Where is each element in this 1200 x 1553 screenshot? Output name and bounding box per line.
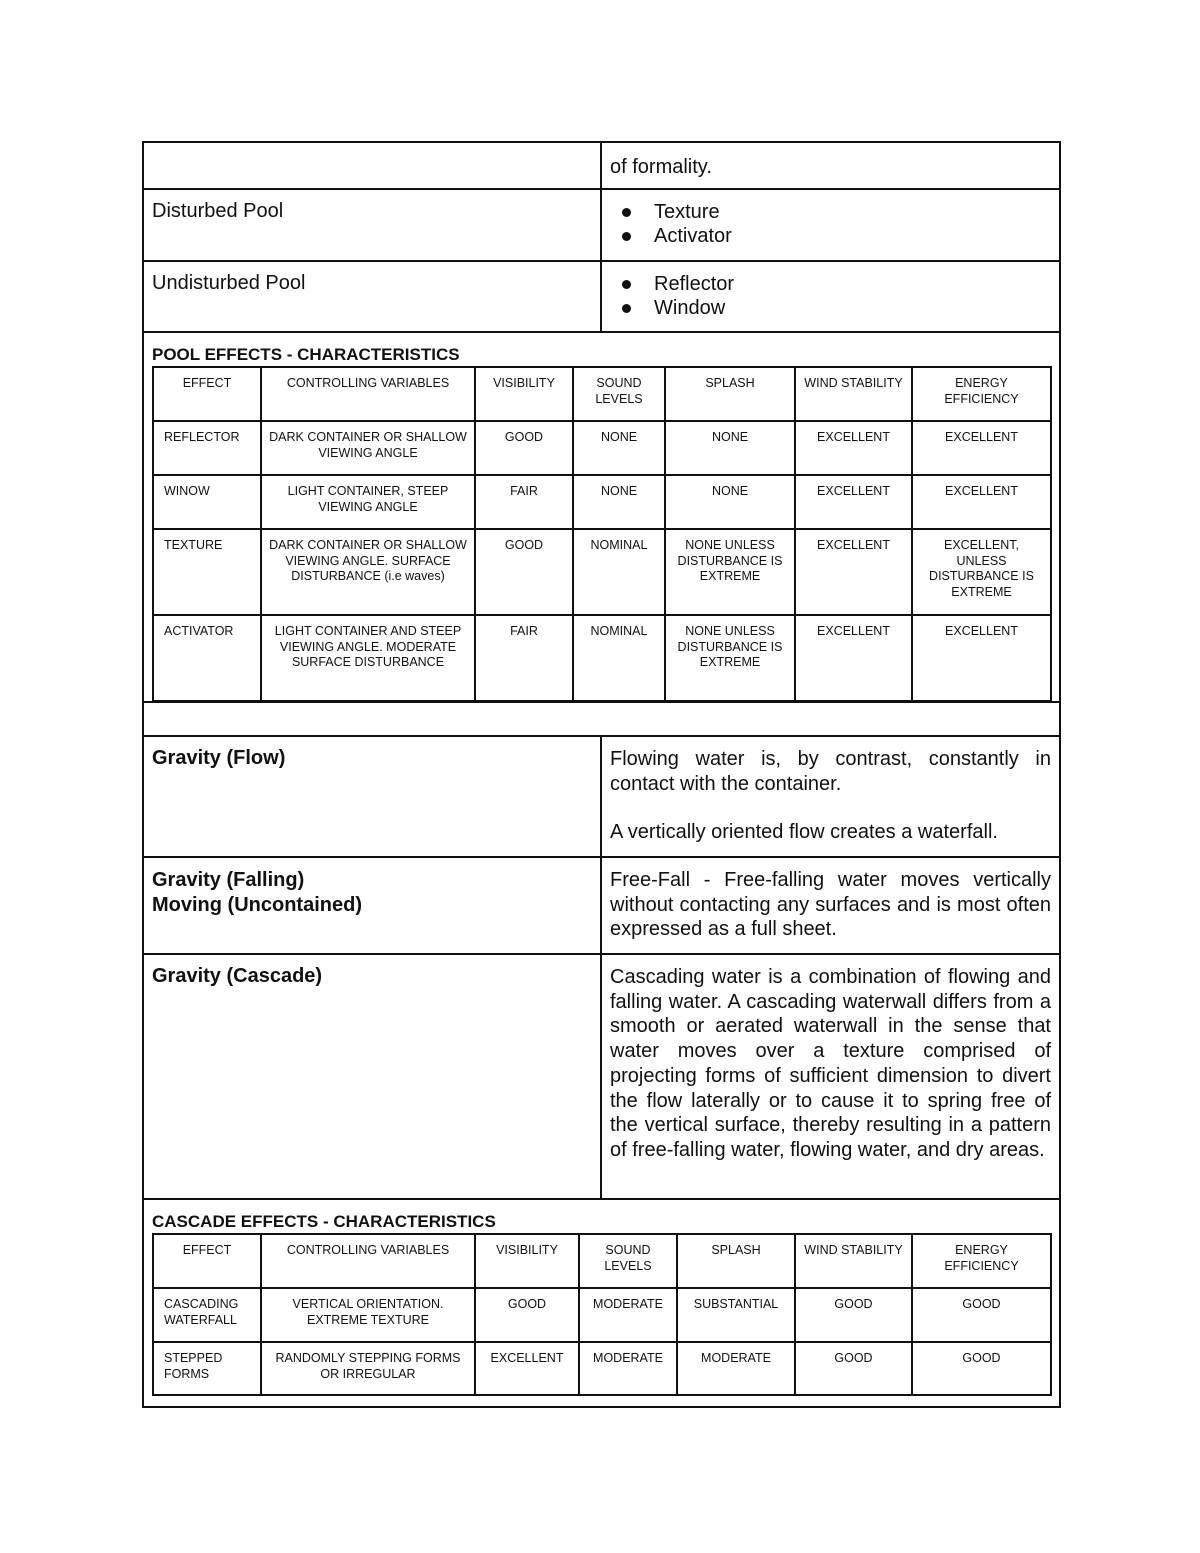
table-cell: GOOD (912, 1342, 1051, 1395)
table-cell: GOOD (475, 529, 573, 615)
gravity-falling-label: Gravity (Falling) (152, 869, 305, 891)
undisturbed-pool-list-cell (602, 262, 1059, 331)
table-cell: DARK CONTAINER OR SHALLOW VIEWING ANGLE. SURFACE DISTURBANCE (i.e waves) (261, 529, 475, 615)
cascade-effects-section (144, 1200, 1059, 1406)
list-item: Reflector (610, 272, 1051, 296)
gravity-falling-text: Free-Fall - Free-falling water moves vertically without contacting any surfaces and is most often expressed as a full sheet. (610, 869, 1051, 941)
table-cell: MODERATE (579, 1342, 677, 1395)
table-cell: EXCELLENT (912, 615, 1051, 701)
gravity-flow-label: Gravity (Flow) (144, 737, 602, 856)
disturbed-pool-list-cell (602, 190, 1059, 260)
header-cell: SPLASH (665, 367, 795, 421)
table-cell: CASCADING WATERFALL (153, 1288, 261, 1342)
header-cell: VISIBILITY (475, 367, 573, 421)
table-header-row (153, 367, 1051, 421)
header-cell: CONTROLLING VARIABLES (261, 1234, 475, 1288)
header-cell: EFFECT (153, 367, 261, 421)
gravity-flow-text-cell (602, 737, 1059, 856)
table-cell: NOMINAL (573, 615, 665, 701)
header-cell: ENERGY EFFICIENCY (912, 367, 1051, 421)
header-cell: EFFECT (153, 1234, 261, 1288)
cascade-effects-table (152, 1233, 1052, 1396)
table-cell: WINOW (153, 475, 261, 529)
table-cell: EXCELLENT (912, 421, 1051, 475)
gravity-flow-paragraph: Flowing water is, by contrast, constantly in contact with the container. (610, 748, 1051, 795)
document-table (142, 141, 1061, 1408)
table-cell: EXCELLENT, UNLESS DISTURBANCE IS EXTREME (912, 529, 1051, 615)
gravity-flow-paragraph-2: A vertically oriented flow creates a waterfall. (610, 821, 998, 844)
table-cell: NONE UNLESS DISTURBANCE IS EXTREME (665, 529, 795, 615)
header-cell: SPLASH (677, 1234, 795, 1288)
list-item: Activator (610, 224, 1051, 248)
undisturbed-pool-list (610, 272, 1051, 320)
table-cell: RANDOMLY STEPPING FORMS OR IRREGULAR (261, 1342, 475, 1395)
table-row (153, 475, 1051, 529)
continued-row (144, 143, 1059, 190)
table-cell: VERTICAL ORIENTATION. EXTREME TEXTURE (261, 1288, 475, 1342)
header-cell: ENERGY EFFICIENCY (912, 1234, 1051, 1288)
gravity-cascade-label: Gravity (Cascade) (144, 955, 602, 1198)
continued-row-text: of formality. (610, 156, 712, 178)
undisturbed-pool-row (144, 262, 1059, 333)
gravity-flow-row (144, 737, 1059, 858)
table-cell: EXCELLENT (795, 615, 912, 701)
table-cell: LIGHT CONTAINER AND STEEP VIEWING ANGLE. MODERATE SURFACE DISTURBANCE (261, 615, 475, 701)
header-cell: CONTROLLING VARIABLES (261, 367, 475, 421)
header-cell: VISIBILITY (475, 1234, 579, 1288)
table-cell: NOMINAL (573, 529, 665, 615)
cascade-effects-title: CASCADE EFFECTS - CHARACTERISTICS (152, 1212, 496, 1231)
gravity-falling-label-cell (144, 858, 602, 953)
list-item: Window (610, 296, 1051, 320)
table-row (153, 615, 1051, 701)
table-cell: GOOD (475, 1288, 579, 1342)
table-cell: MODERATE (579, 1288, 677, 1342)
header-cell: WIND STABILITY (795, 1234, 912, 1288)
gravity-cascade-row (144, 955, 1059, 1200)
pool-effects-table (152, 366, 1052, 702)
disturbed-pool-row (144, 190, 1059, 262)
gravity-falling-row (144, 858, 1059, 955)
disturbed-pool-label: Disturbed Pool (144, 190, 602, 260)
table-cell: NONE (665, 421, 795, 475)
table-cell: TEXTURE (153, 529, 261, 615)
table-row (153, 1288, 1051, 1342)
disturbed-pool-list (610, 200, 1051, 248)
table-cell: EXCELLENT (795, 475, 912, 529)
table-cell: EXCELLENT (475, 1342, 579, 1395)
gravity-cascade-text: Cascading water is a combination of flowing and falling water. A cascading waterwall differs from a smooth or aerated waterwall in the sense that water moves over a texture comprised of projecting forms of sufficient dimension to divert the flow laterally or to cause it to spring free of the vertical surface, thereby resulting in a pattern of free-falling water, flowing water, and dry areas. (610, 966, 1051, 1161)
table-cell: NONE (665, 475, 795, 529)
undisturbed-pool-label: Undisturbed Pool (144, 262, 602, 331)
table-cell: GOOD (475, 421, 573, 475)
table-cell: ACTIVATOR (153, 615, 261, 701)
moving-uncontained-label: Moving (Uncontained) (152, 894, 362, 916)
table-cell: NONE (573, 421, 665, 475)
table-cell: GOOD (912, 1288, 1051, 1342)
table-cell: GOOD (795, 1288, 912, 1342)
table-cell: GOOD (795, 1342, 912, 1395)
list-item: Texture (610, 200, 1051, 224)
continued-row-label (144, 143, 602, 188)
pool-effects-title: POOL EFFECTS - CHARACTERISTICS (152, 345, 460, 364)
table-cell: SUBSTANTIAL (677, 1288, 795, 1342)
table-cell: FAIR (475, 475, 573, 529)
table-cell: LIGHT CONTAINER, STEEP VIEWING ANGLE (261, 475, 475, 529)
header-cell: SOUND LEVELS (573, 367, 665, 421)
table-row (153, 421, 1051, 475)
table-cell: DARK CONTAINER OR SHALLOW VIEWING ANGLE (261, 421, 475, 475)
header-cell: SOUND LEVELS (579, 1234, 677, 1288)
table-cell: EXCELLENT (795, 529, 912, 615)
table-cell: MODERATE (677, 1342, 795, 1395)
table-cell: STEPPED FORMS (153, 1342, 261, 1395)
table-cell: FAIR (475, 615, 573, 701)
table-header-row (153, 1234, 1051, 1288)
table-row (153, 1342, 1051, 1395)
table-cell: EXCELLENT (912, 475, 1051, 529)
table-cell: REFLECTOR (153, 421, 261, 475)
pool-effects-section (144, 333, 1059, 703)
table-cell: NONE (573, 475, 665, 529)
header-cell: WIND STABILITY (795, 367, 912, 421)
table-row (153, 529, 1051, 615)
blank-spacer-row (144, 703, 1059, 737)
table-cell: NONE UNLESS DISTURBANCE IS EXTREME (665, 615, 795, 701)
table-cell: EXCELLENT (795, 421, 912, 475)
